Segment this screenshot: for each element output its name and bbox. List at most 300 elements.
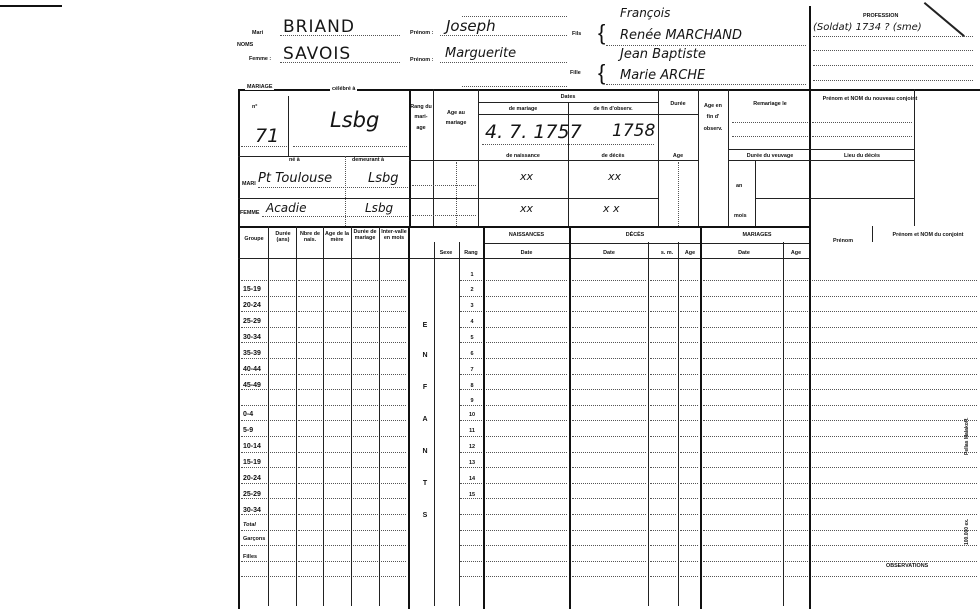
row-rule [325,280,350,281]
row-rule [785,483,808,484]
row-rule [298,374,322,375]
rang-6: 6 [470,351,474,357]
groupe-label: Groupe [244,236,264,242]
row-rule [812,280,977,281]
row-rule [298,561,322,562]
row-rule [270,514,295,515]
mariage-label: MARIAGE [247,84,273,90]
row-rule [650,514,676,515]
row-rule [353,405,378,406]
col-duree [296,226,297,606]
group-9: 0-4 [243,411,254,418]
deces-label: DÉCÈS [625,232,645,238]
sexe-label: Sexe [439,250,453,256]
femme-nom: SAVOIS [283,44,352,64]
row-rule [785,514,808,515]
col-enfants [434,242,435,606]
row-rule [460,561,482,562]
row-rule [703,296,781,297]
conjoint-top [809,89,980,91]
row-rule [785,405,808,406]
col-rang [483,226,485,609]
row-rule [325,561,350,562]
row-rule [460,436,482,437]
row-rule [680,483,698,484]
mariages-age-label: Age [790,250,802,256]
row-rule [381,420,406,421]
row-rule [680,436,698,437]
row-rule [812,405,977,406]
row-rule [486,498,567,499]
conjoint-div [914,89,915,226]
row-rule [298,436,322,437]
prenom-nom-conjoint-label: Prénom et NOM du nouveau conjoint [822,96,918,102]
row-rule [572,389,646,390]
enfants-letter-6: T [422,480,428,487]
no-label: n° [252,104,258,110]
prenom-mari-line [440,35,567,36]
an-label: an [736,183,743,189]
row-rule [325,545,350,546]
sm-label: s. m. [660,250,674,256]
rang-label: Rang du mari-age [410,104,432,131]
row-rule [325,311,350,312]
row-rule [298,280,322,281]
deces-date-label: Date [603,250,615,256]
enfants-letter-2: N [422,352,428,359]
row-rule [572,296,646,297]
row-rule [325,483,350,484]
no-divider [288,96,289,156]
col-sm [678,242,679,606]
row-rule [353,389,378,390]
row-rule [650,498,676,499]
row-rule [703,452,781,453]
mari-ne-line [258,187,408,188]
rang-dot-1 [412,185,476,186]
row-rule [270,436,295,437]
row-rule [572,405,646,406]
col-deces-date [648,242,649,606]
row-rule [812,514,977,515]
group-1: 15-19 [243,286,261,293]
row-rule [353,514,378,515]
row-rule [381,467,406,468]
row-rule [298,467,322,468]
row-rule [241,467,267,468]
row-rule [298,342,322,343]
row-rule [785,467,808,468]
row-rule [270,327,295,328]
row-rule [572,545,646,546]
row-rule [650,405,676,406]
row-rule [572,420,646,421]
col-naiss [569,226,571,609]
row-rule [325,467,350,468]
row-rule [460,327,482,328]
row-rule [241,483,267,484]
row-rule [381,374,406,375]
row-rule [460,358,482,359]
femme-ne-line [262,216,408,217]
row-rule [381,498,406,499]
row-rule [680,576,698,577]
row-rule [486,296,567,297]
row-rule [812,296,977,297]
fils-brace: { [598,20,606,45]
row-rule [460,498,482,499]
row-rule [680,389,698,390]
row-rule [325,420,350,421]
row-rule [381,389,406,390]
rang-dot-2 [412,215,476,216]
row-rule [812,358,977,359]
femme-naissance: xx [520,202,534,215]
row-rule [785,561,808,562]
row-rule [241,405,267,406]
veuvage-row [755,198,809,199]
row-rule [650,467,676,468]
row-rule [486,405,567,406]
row-rule [650,483,676,484]
row-rule [572,327,646,328]
lieu-line [293,146,407,147]
row-rule [325,296,350,297]
col-prenom [872,226,873,242]
row-rule [325,530,350,531]
row-rule [270,420,295,421]
row-rule [703,467,781,468]
row-rule [241,545,267,546]
row-rule [270,280,295,281]
row-rule [270,296,295,297]
row-rule [812,483,977,484]
prenom-femme-label: Prénom : [410,57,434,63]
group-6: 40-44 [243,366,261,373]
row-rule [486,436,567,437]
prof-line-2 [813,50,973,51]
prenom-nom-label: Prénom et NOM du conjoint [892,232,964,238]
conj-dot-2 [812,136,912,137]
row-rule [241,436,267,437]
total-label: Total [243,522,256,528]
row-rule [298,389,322,390]
row-rule [270,405,295,406]
rang-5: 5 [470,335,474,341]
row-rule [703,561,781,562]
row-rule [486,561,567,562]
row-rule [325,514,350,515]
row-rule [353,296,378,297]
femme-ne-a: Acadie [266,201,307,215]
row-rule [270,561,295,562]
group-15: 30-34 [243,507,261,514]
femme-nom-line [280,62,400,63]
row-rule [572,280,646,281]
remariage-rule [728,149,809,150]
naissances-label: NAISSANCES [508,232,545,238]
row-rule [703,483,781,484]
row-rule [812,436,977,437]
row-rule [270,374,295,375]
row-rule [486,483,567,484]
de-mariage-label: de mariage [508,106,538,112]
mari-nom: BRIAND [283,17,355,37]
row-rule [703,436,781,437]
rang-4: 4 [470,319,474,325]
row-rule [703,374,781,375]
row-rule [680,561,698,562]
conj-rule-2 [809,160,914,161]
row-rule [381,561,406,562]
duree-mariage-label: Durée de mariage [353,229,377,242]
mere-femme: Marie ARCHE [620,68,706,83]
row-rule [460,342,482,343]
row-rule [298,358,322,359]
row-rule [680,374,698,375]
row-rule [572,311,646,312]
row-rule [486,342,567,343]
col-intervalle [408,226,410,609]
row-rule [486,545,567,546]
rang-3: 3 [470,303,474,309]
mari-label: Mari [252,30,264,36]
row-rule [353,420,378,421]
row-rule [460,280,482,281]
profession-entry: (Soldat) 1734 ? (sme) [813,22,922,33]
row-rule [680,342,698,343]
row-rule [572,467,646,468]
mari-deces: xx [608,170,622,183]
col-agemere [351,226,352,606]
row-rule [650,436,676,437]
row-rule [241,327,267,328]
row-rule [298,452,322,453]
row-rule [703,498,781,499]
row-rule [353,374,378,375]
row-rule [325,405,350,406]
row-rule [812,576,977,577]
row-rule [298,514,322,515]
row-rule [486,358,567,359]
rang-2: 2 [470,287,474,293]
mere-mari: Renée MARCHAND [620,28,743,43]
age-dot-div [456,162,457,226]
row-rule [812,374,977,375]
mari-ne-a: Pt Toulouse [258,171,333,186]
femme-prenom: Marguerite [445,46,517,61]
row-rule [325,358,350,359]
rang-10: 10 [468,412,476,418]
row-rule [572,358,646,359]
row-rule [381,436,406,437]
row-rule [460,483,482,484]
row-rule [298,576,322,577]
dates-label: Dates [560,94,576,100]
prenom-col-label: Prénom [832,238,854,244]
row-rule [650,374,676,375]
mari-naissance: xx [520,170,534,183]
mariages-date-label: Date [738,250,750,256]
prenom-top-line [462,16,567,17]
row-rule [298,530,322,531]
row-rule [353,498,378,499]
row-rule [572,436,646,437]
noms-label: NOMS [237,42,254,48]
row-rule [270,545,295,546]
mari-nom-line [280,35,400,36]
row-rule [703,280,781,281]
row-rule [241,342,267,343]
celebre-label: célébré à [332,86,356,92]
row-rule [812,545,977,546]
rang-col-label: Rang [464,250,478,256]
conj-dot-1 [812,122,912,123]
group-4: 30-34 [243,334,261,341]
row-rule [703,311,781,312]
row-rule [486,389,567,390]
row-rule [241,530,267,531]
row-rule [241,296,267,297]
row-rule [353,483,378,484]
row-rule [486,467,567,468]
row-rule [650,420,676,421]
row-rule [270,358,295,359]
row-rule [353,280,378,281]
row-rule [353,342,378,343]
row-rule [486,530,567,531]
rang-11: 11 [469,428,475,434]
row-rule [785,530,808,531]
enfants-letter-5: N [422,448,428,455]
date-fin: 1758 [612,121,656,141]
veuvage-div [755,160,756,226]
printer-label: Pellas Malakoff. [964,417,970,455]
naissances-date-label: Date [520,250,533,256]
row-rule [353,452,378,453]
row-rule [241,374,267,375]
row-rule [785,342,808,343]
row-rule [680,420,698,421]
row-rule [298,483,322,484]
rang-mid [409,160,479,161]
row-rule [785,576,808,577]
row-rule [241,280,267,281]
row-rule [381,405,406,406]
row-rule [241,498,267,499]
row-rule [460,576,482,577]
row-rule [785,389,808,390]
row-rule [812,389,977,390]
row-rule [680,296,698,297]
duree-right [698,89,699,226]
group-7: 45-49 [243,382,261,389]
row-rule [812,420,977,421]
demeurant-label: demeurant à [352,157,385,163]
age-small-label: Age [672,153,684,159]
row-rule [381,530,406,531]
rang-1: 1 [470,272,474,278]
row-rule [325,327,350,328]
row-rule [325,436,350,437]
row-rule [486,420,567,421]
row-rule [680,467,698,468]
femme-deces: x x [603,202,620,215]
row-rule [381,342,406,343]
row-rule [353,436,378,437]
femme-row-label: FEMME [240,210,260,216]
row-rule [241,389,267,390]
row-rule [298,311,322,312]
rang-12: 12 [468,444,476,450]
row-rule [241,358,267,359]
row-rule [680,530,698,531]
row-rule [703,530,781,531]
col-dureemar [379,226,380,606]
row-rule [460,296,482,297]
row-rule [812,327,977,328]
veuvage-rule [728,160,809,161]
row-rule [270,483,295,484]
row-rule [353,311,378,312]
row-rule [325,374,350,375]
group-10: 5-9 [243,427,254,434]
rang-9: 9 [470,398,474,404]
conj-rule-3 [809,198,914,199]
row-rule [785,327,808,328]
row-rule [460,374,482,375]
row-rule [353,467,378,468]
row-rule [650,561,676,562]
rang-row-1 [409,198,479,199]
mari-prenom: Joseph [446,17,496,35]
row-rule [298,545,322,546]
enfants-letter-7: S [422,512,428,519]
dates-dot [482,144,654,145]
row-rule [572,576,646,577]
row-rule [785,374,808,375]
parents-line-1 [606,45,806,46]
row-rule [680,405,698,406]
row-rule [572,374,646,375]
row-rule [812,498,977,499]
row-rule [680,498,698,499]
de-deces-label: de décès [601,153,625,159]
rang-13: 13 [468,460,476,466]
row-rule [460,405,482,406]
row-rule [241,561,267,562]
row-rule [572,530,646,531]
row-rule [270,498,295,499]
group-13: 20-24 [243,475,261,482]
row-rule [812,561,977,562]
row-rule [381,296,406,297]
row-rule [353,545,378,546]
rang-7: 7 [470,367,474,373]
rang-8: 8 [470,383,474,389]
group-11: 10-14 [243,443,261,450]
row-rule [680,514,698,515]
row-rule [650,358,676,359]
row-rule [650,327,676,328]
garcons-label: Garçons [243,536,266,542]
row-rule [680,327,698,328]
enfants-letter-1: E [422,322,428,329]
row-rule [812,530,977,531]
row-rule [572,498,646,499]
row-rule [812,467,977,468]
row-rule [460,467,482,468]
